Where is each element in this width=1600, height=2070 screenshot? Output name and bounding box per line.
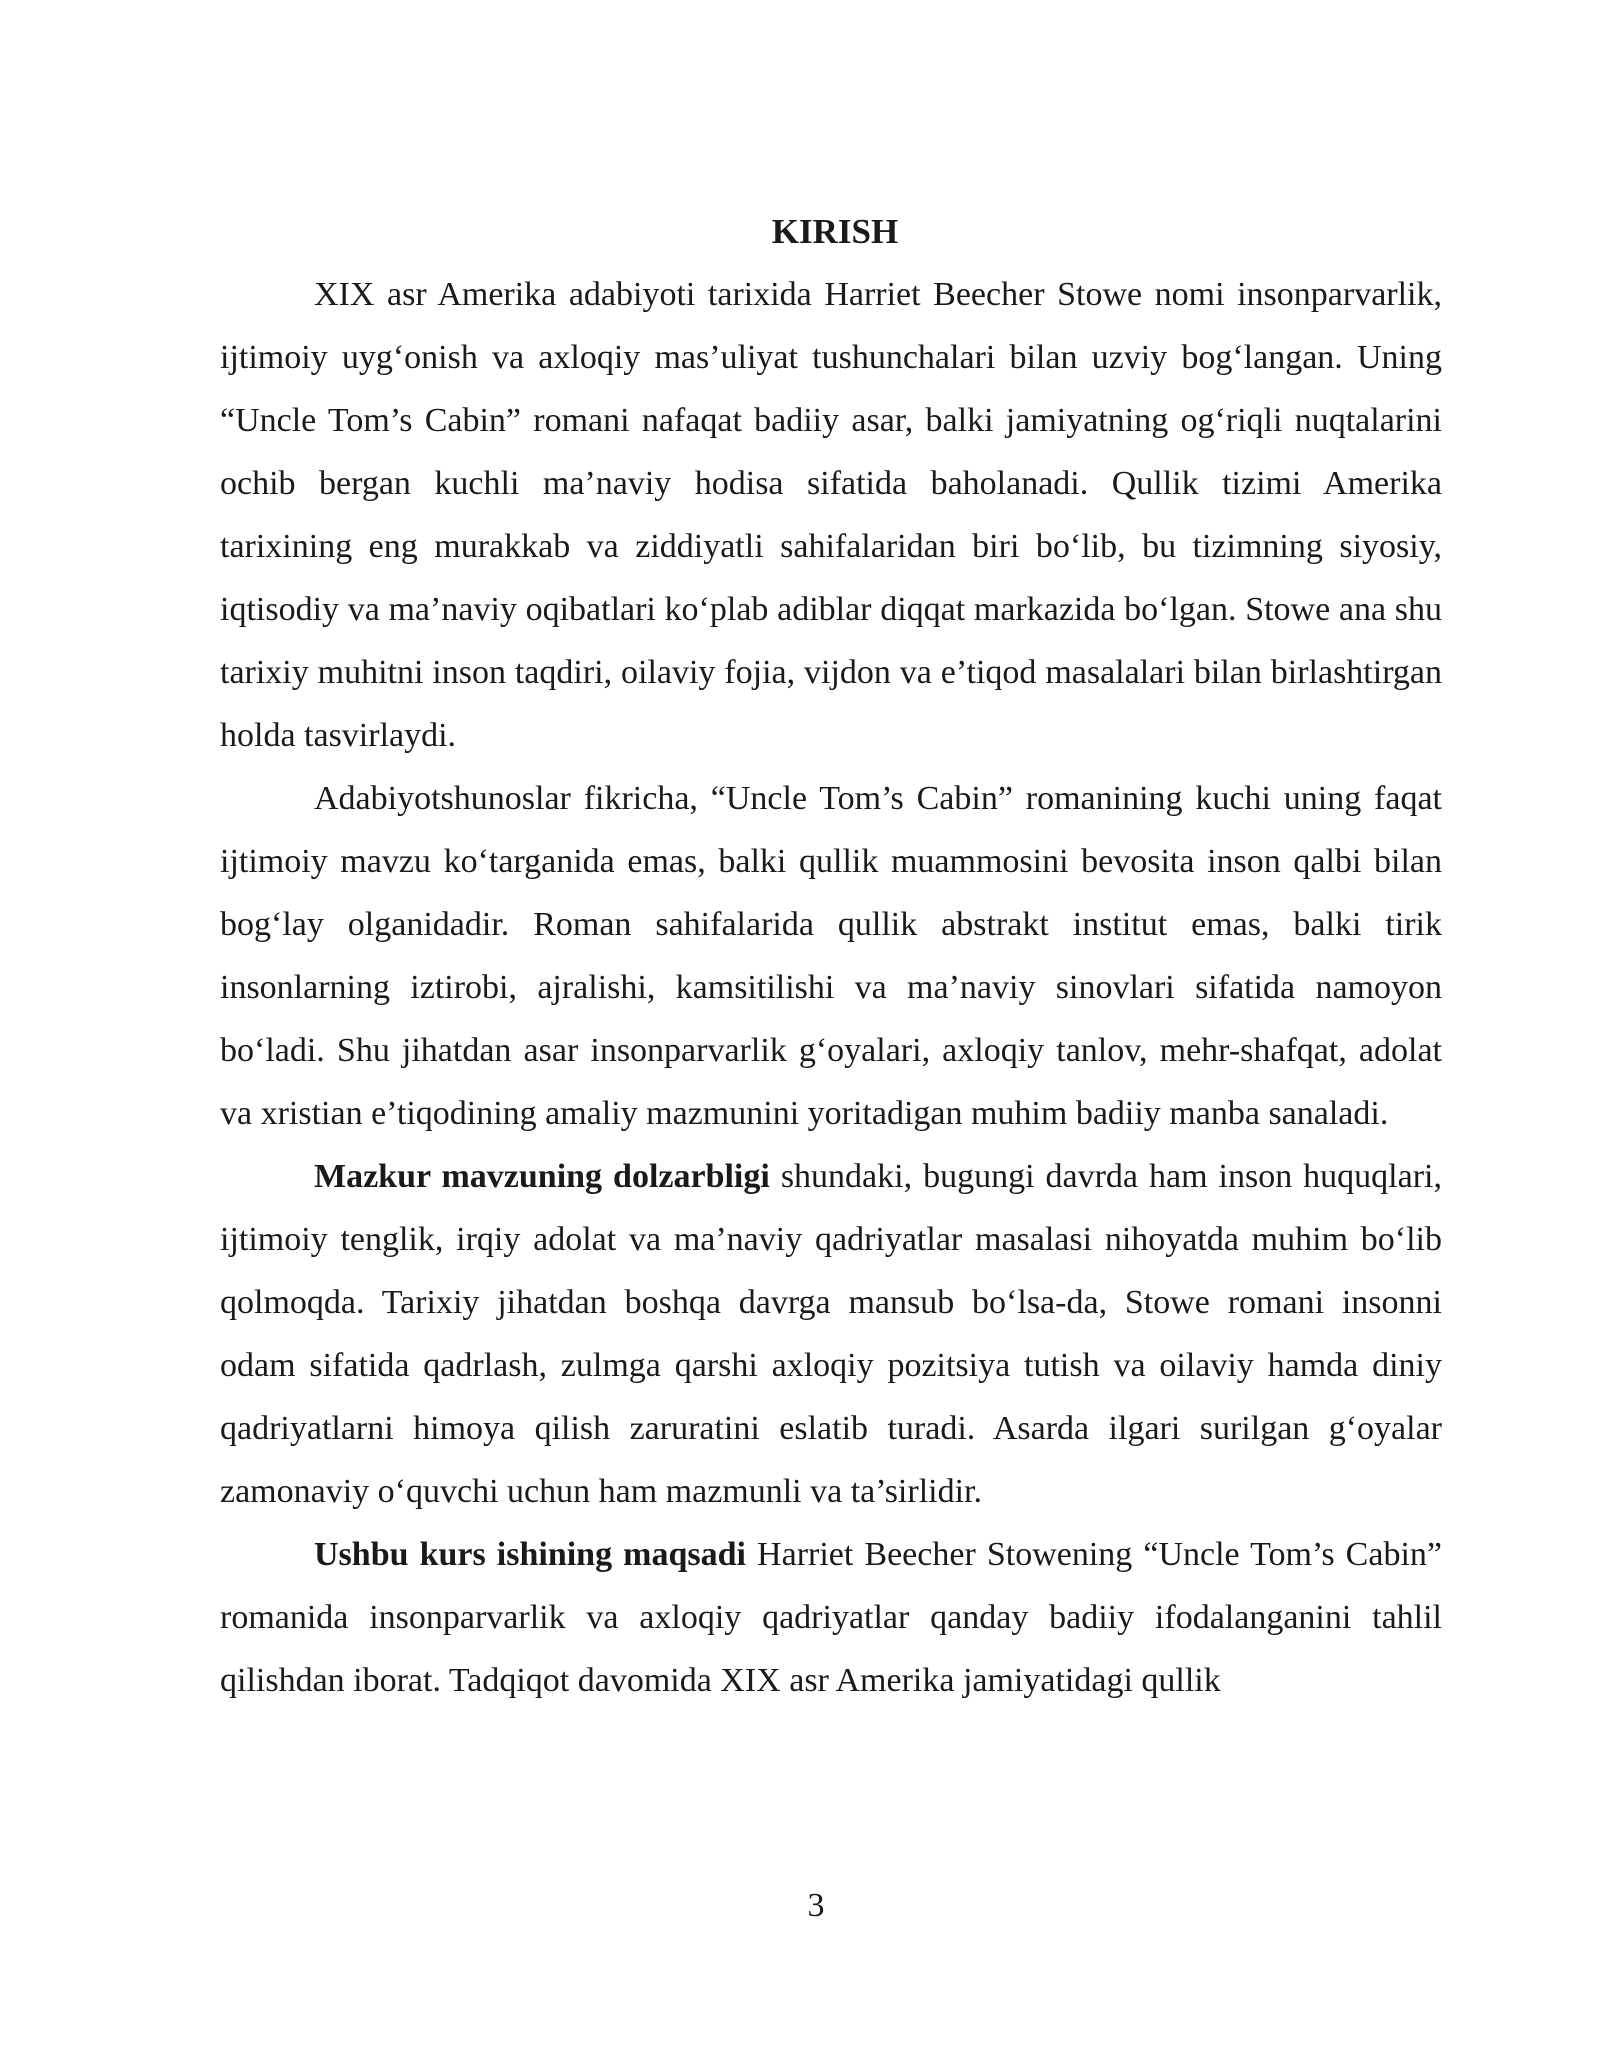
paragraph-3: [220, 1145, 1442, 1523]
paragraph-1: [220, 263, 1442, 767]
section-title: KIRISH: [771, 212, 899, 251]
paragraph-2: [220, 767, 1442, 1145]
paragraph-3-bold-lead: Mazkur mavzuning dolzarbligi: [314, 1158, 770, 1195]
paragraph-1-text: XIX asr Amerika adabiyoti tarixida Harriet Beecher Stowe nomi insonparvarlik, ijtimoiy uyg‘onish va axloqiy mas’uliyat tushunchalari bilan uzviy bog‘langan. Uning “Uncle Tom’s Cabin” romani nafaqat badiiy asar, balki jamiyatning og‘riqli nuqtalarini ochib bergan kuchli ma’naviy hodisa sifatida baholanadi. Qullik tizimi Amerika tarixining eng murakkab va ziddiyatli sahifalaridan biri bo‘lib, bu tizimning siyosiy, iqtisodiy va ma’naviy oqibatlari ko‘plab adiblar diqqat markazida bo‘lgan. Stowe ana shu tarixiy muhitni inson taqdiri, oilaviy fojia, vijdon va e’tiqod masalalari bilan birlashtirgan holda tasvirlaydi.: [220, 276, 1442, 754]
page-content: [220, 200, 1442, 1712]
paragraph-4-text: Harriet Beecher Stowening “Uncle Tom’s Cabin” romanida insonparvarlik va axloqiy qadriyatlar qanday badiiy ifodalanganini tahlil qilishdan iborat. Tadqiqot davomida XIX asr Amerika jamiyatidagi qullik: [220, 1536, 1442, 1699]
paragraph-4-bold-lead: Ushbu kurs ishining maqsadi: [314, 1536, 746, 1573]
paragraph-3-text: shundaki, bugungi davrda ham inson huquqlari, ijtimoiy tenglik, irqiy adolat va ma’naviy qadriyatlar masalasi nihoyatda muhim bo‘lib qolmoqda. Tarixiy jihatdan boshqa davrga mansub bo‘lsa-da, Stowe romani insonni odam sifatida qadrlash, zulmga qarshi axloqiy pozitsiya tutish va oilaviy hamda diniy qadriyatlarni himoya qilish zaruratini eslatib turadi. Asarda ilgari surilgan g‘oyalar zamonaviy o‘quvchi uchun ham mazmunli va ta’sirlidir.: [220, 1158, 1442, 1510]
paragraph-4: [220, 1523, 1442, 1712]
paragraph-2-text: Adabiyotshunoslar fikricha, “Uncle Tom’s Cabin” romanining kuchi uning faqat ijtimoiy mavzu ko‘targanida emas, balki qullik muammosini bevosita inson qalbi bilan bog‘lay olganidadir. Roman sahifalarida qullik abstrakt institut emas, balki tirik insonlarning iztirobi, ajralishi, kamsitilishi va ma’naviy sinovlari sifatida namoyon bo‘ladi. Shu jihatdan asar insonparvarlik g‘oyalari, axloqiy tanlov, mehr-shafqat, adolat va xristian e’tiqodining amaliy mazmunini yoritadigan muhim badiiy manba sanaladi.: [220, 780, 1442, 1132]
page-number: 3: [807, 1887, 825, 1924]
